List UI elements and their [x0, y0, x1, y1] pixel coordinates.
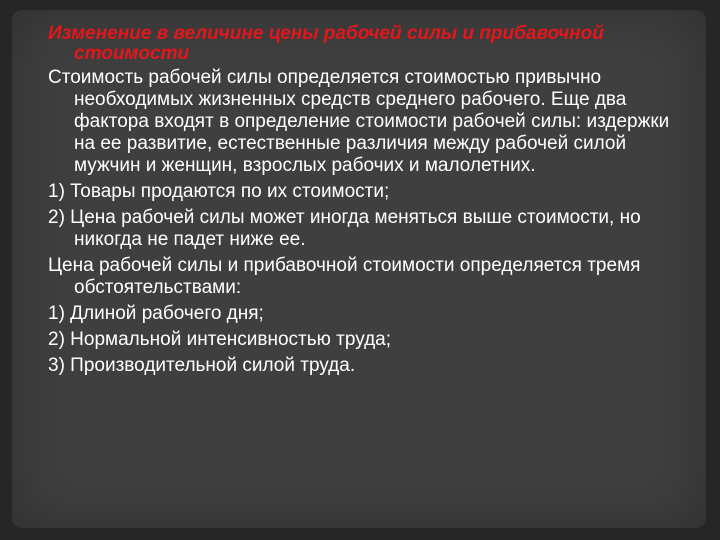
factor-item-3: 3) Производительной силой труда.	[48, 355, 356, 376]
paragraph-labor-value: Стоимость рабочей силы определяется стоимостью привычно необходимых жизненных средств среднего рабочего. Еще два фактора входят в определение стоимости рабочей силы: издержки на ее развитие, естественные различия между рабочей силой мужчин и женщин, взрослых рабочих и малолетних.	[48, 67, 670, 176]
list-item-2: 2) Цена рабочей силы может иногда меняться выше стоимости, но никогда не падет ниже ее.	[48, 207, 641, 250]
slide-heading: Изменение в величине цены рабочей силы и прибавочной стоимости	[48, 23, 604, 64]
factor-item-1: 1) Длиной рабочего дня;	[48, 303, 264, 324]
list-item-1: 1) Товары продаются по их стоимости;	[48, 181, 390, 202]
factor-item-2: 2) Нормальной интенсивностью труда;	[48, 329, 392, 350]
paragraph-price-factors: Цена рабочей силы и прибавочной стоимости определяется тремя обстоятельствами:	[48, 255, 641, 298]
slide-content	[48, 24, 688, 381]
